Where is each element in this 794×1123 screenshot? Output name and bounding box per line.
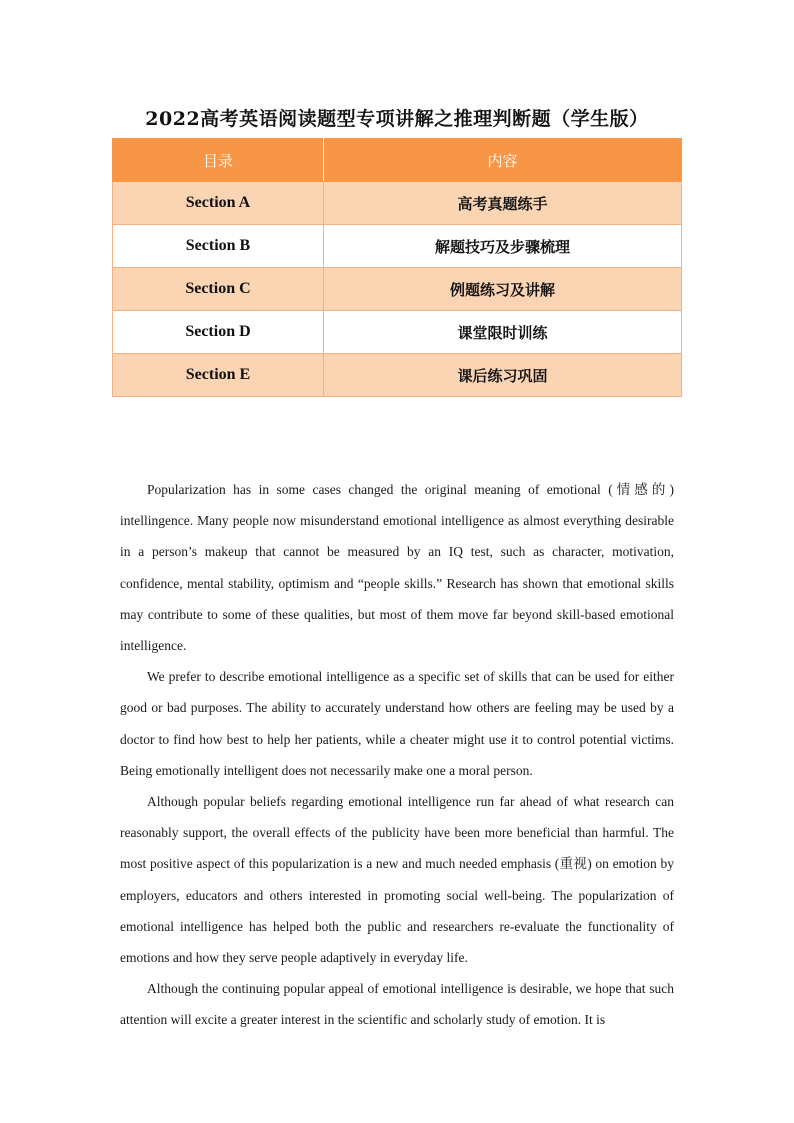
passage-paragraph: Although the continuing popular appeal of emotional intelligence is desirable, we hope that such attention will excite a greater interest in the scientific and scholarly study of emotion. It is — [120, 981, 674, 1028]
passage-paragraph: We prefer to describe emotional intelligence as a specific set of skills that can be used for either good or bad purposes. The ability to accurately understand how others are feeling may be used by a doctor to find how best to help her patients, while a cheater might use it to control potential victims. Being emotionally intelligent does not necessarily make one a moral person. — [120, 669, 674, 778]
toc-section-label: Section C — [113, 268, 324, 311]
toc-header-section: 目录 — [113, 139, 324, 182]
passage-paragraph: Although popular beliefs regarding emotional intelligence run far ahead of what research can reasonably support, the overall effects of the publicity have been more beneficial than harmful. The most positive aspect of this popularization is a new and much needed emphasis (重视) on emotion by employers, educators and others interested in promoting social well-being. The popularization of emotional intelligence has helped both the public and researchers re-evaluate the functionality of emotions and how they serve people adaptively in everyday life. — [120, 794, 674, 966]
toc-row — [113, 182, 682, 225]
toc-section-content: 课后练习巩固 — [324, 354, 682, 397]
toc-section-content: 高考真题练手 — [324, 182, 682, 225]
toc-section-label: Section A — [113, 182, 324, 225]
document-title: 2022高考英语阅读题型专项讲解之推理判断题（学生版） — [145, 108, 649, 130]
toc-row — [113, 225, 682, 268]
toc-header-row — [113, 139, 682, 182]
toc-section-label: Section B — [113, 225, 324, 268]
reading-passage — [120, 474, 674, 1036]
toc-section-content: 例题练习及讲解 — [324, 268, 682, 311]
toc-section-label: Section D — [113, 311, 324, 354]
toc-header-content: 内容 — [324, 139, 682, 182]
toc-section-content: 解题技巧及步骤梳理 — [324, 225, 682, 268]
toc-section-label: Section E — [113, 354, 324, 397]
toc-section-content: 课堂限时训练 — [324, 311, 682, 354]
toc-row — [113, 354, 682, 397]
table-of-contents — [112, 138, 682, 397]
passage-paragraph: Popularization has in some cases changed the original meaning of emotional (情感的) intellingence. Many people now misunderstand emotional intelligence as almost everything desirable in a person’s makeup that cannot be measured by an IQ test, such as character, motivation, confidence, mental stability, optimism and “people skills.” Research has shown that emotional skills may contribute to some of these qualities, but most of them move far beyond skill-based emotional intelligence. — [120, 482, 674, 654]
toc-row — [113, 311, 682, 354]
toc-row — [113, 268, 682, 311]
